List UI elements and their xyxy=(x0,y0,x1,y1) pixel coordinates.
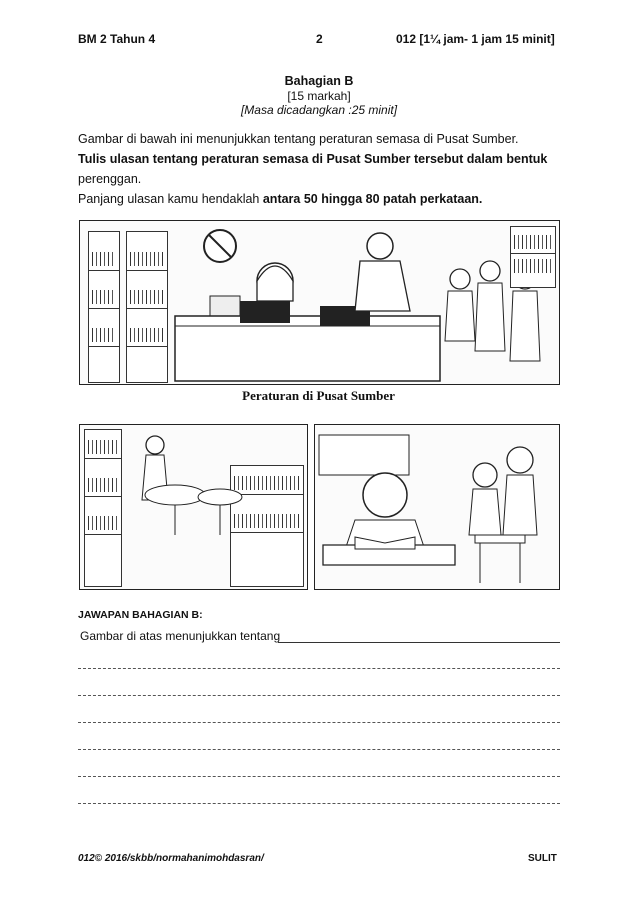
answer-line-6[interactable] xyxy=(78,803,560,804)
answer-line-0[interactable] xyxy=(278,642,560,643)
answer-line-3[interactable] xyxy=(78,722,560,723)
answer-heading: JAWAPAN BAHAGIAN B: xyxy=(78,609,203,621)
answer-prompt: Gambar di atas menunjukkan tentang xyxy=(80,629,281,643)
illustration-panel-counter xyxy=(79,220,560,385)
instruction-line-1: Gambar di bawah ini menunjukkan tentang peraturan semasa di Pusat Sumber. xyxy=(78,132,519,146)
section-time: [Masa dicadangkan :25 minit] xyxy=(240,103,398,117)
illustration-panel-shelves xyxy=(79,424,308,590)
header-paper-info: 012 [1¼ jam- 1 jam 15 minit] xyxy=(396,32,555,46)
answer-line-4[interactable] xyxy=(78,749,560,750)
footer-classification: SULIT xyxy=(528,853,557,864)
header-subject: BM 2 Tahun 4 xyxy=(78,32,156,46)
section-title: Bahagian B xyxy=(284,74,354,88)
footer-copyright: 012© 2016/skbb/normahanimohdasran/ xyxy=(78,853,264,864)
word-count-requirement: antara 50 hingga 80 patah perkataan. xyxy=(262,192,483,206)
answer-line-2[interactable] xyxy=(78,695,560,696)
illustration-panel-reading xyxy=(314,424,560,590)
answer-line-5[interactable] xyxy=(78,776,560,777)
instruction-line-3: perenggan. xyxy=(78,172,142,186)
instruction-line-2: Tulis ulasan tentang peraturan semasa di Pusat Sumber tersebut dalam bentuk xyxy=(78,152,548,166)
library-shelves-scene xyxy=(80,425,307,589)
section-marks: [15 markah] xyxy=(287,89,351,103)
bookshelf xyxy=(510,226,556,288)
library-reading-scene xyxy=(315,425,559,589)
instruction-line-4 xyxy=(78,192,482,206)
instruction-line-4-text: Panjang ulasan kamu hendaklah xyxy=(78,192,263,206)
answer-line-1[interactable] xyxy=(78,668,560,669)
library-counter-scene xyxy=(80,221,559,384)
page-number: 2 xyxy=(316,32,323,46)
illustration-caption: Peraturan di Pusat Sumber xyxy=(242,388,395,403)
